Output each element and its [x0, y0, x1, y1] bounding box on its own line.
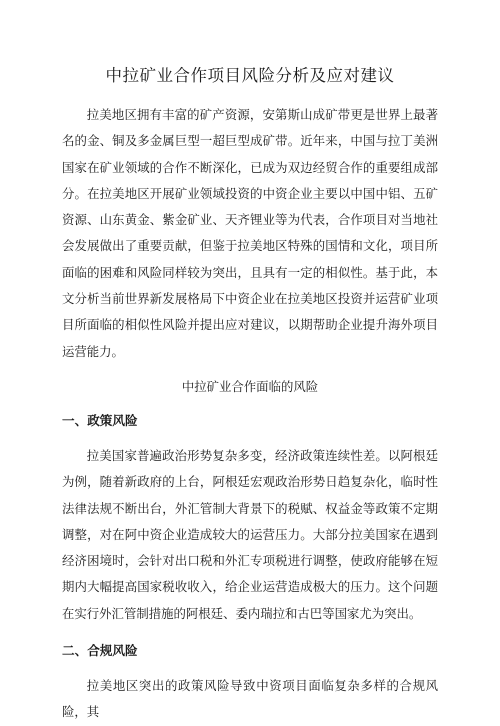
compliance-risk-heading: 二、合规风险	[62, 643, 138, 659]
policy-risk-paragraph: 拉美国家普遍政治形势复杂多变，经济政策连续性差。以阿根廷为例，随着新政府的上台，阿根廷宏观政治形势日趋复杂化，临时性法律法规不断出台，外汇管制大背景下的税赋、权益金等政策不定期调整，对在阿中资企业造成较大的运营压力。大部分拉美国家在遇到经济困境时，会针对出口税和外汇专项税进行调整，使政府能够在短期内大幅提高国家税收收入，给企业运营造成极大的压力。这个问题在实行外汇管制措施的阿根廷、委内瑞拉和古巴等国家尤为突出。	[62, 447, 438, 621]
intro-paragraph: 拉美地区拥有丰富的矿产资源，安第斯山成矿带更是世界上最著名的金、铜及多金属巨型一超巨型成矿带。近年来，中国与拉丁美洲国家在矿业领域的合作不断深化，已成为双边经贸合作的重要组成部分。在拉美地区开展矿业领域投资的中资企业主要以中国中铝、五矿资源、山东黄金、紫金矿业、天齐锂业等为代表，合作项目对当地社会发展做出了重要贡献，但鉴于拉美地区特殊的国情和文化，项目所面临的困难和风险同样较为突出，且具有一定的相似性。基于此，本文分析当前世界新发展格局下中资企业在拉美地区投资并运营矿业项目所面临的相似性风险并提出应对建议，以期帮助企业提升海外项目运营能力。	[62, 107, 438, 359]
document-title: 中拉矿业合作项目风险分析及应对建议	[105, 66, 395, 85]
policy-risk-heading: 一、政策风险	[62, 412, 138, 428]
section-heading: 中拉矿业合作面临的风险	[181, 378, 319, 394]
compliance-risk-paragraph: 拉美地区突出的政策风险导致中资项目面临复杂多样的合规风险，其	[62, 678, 438, 720]
